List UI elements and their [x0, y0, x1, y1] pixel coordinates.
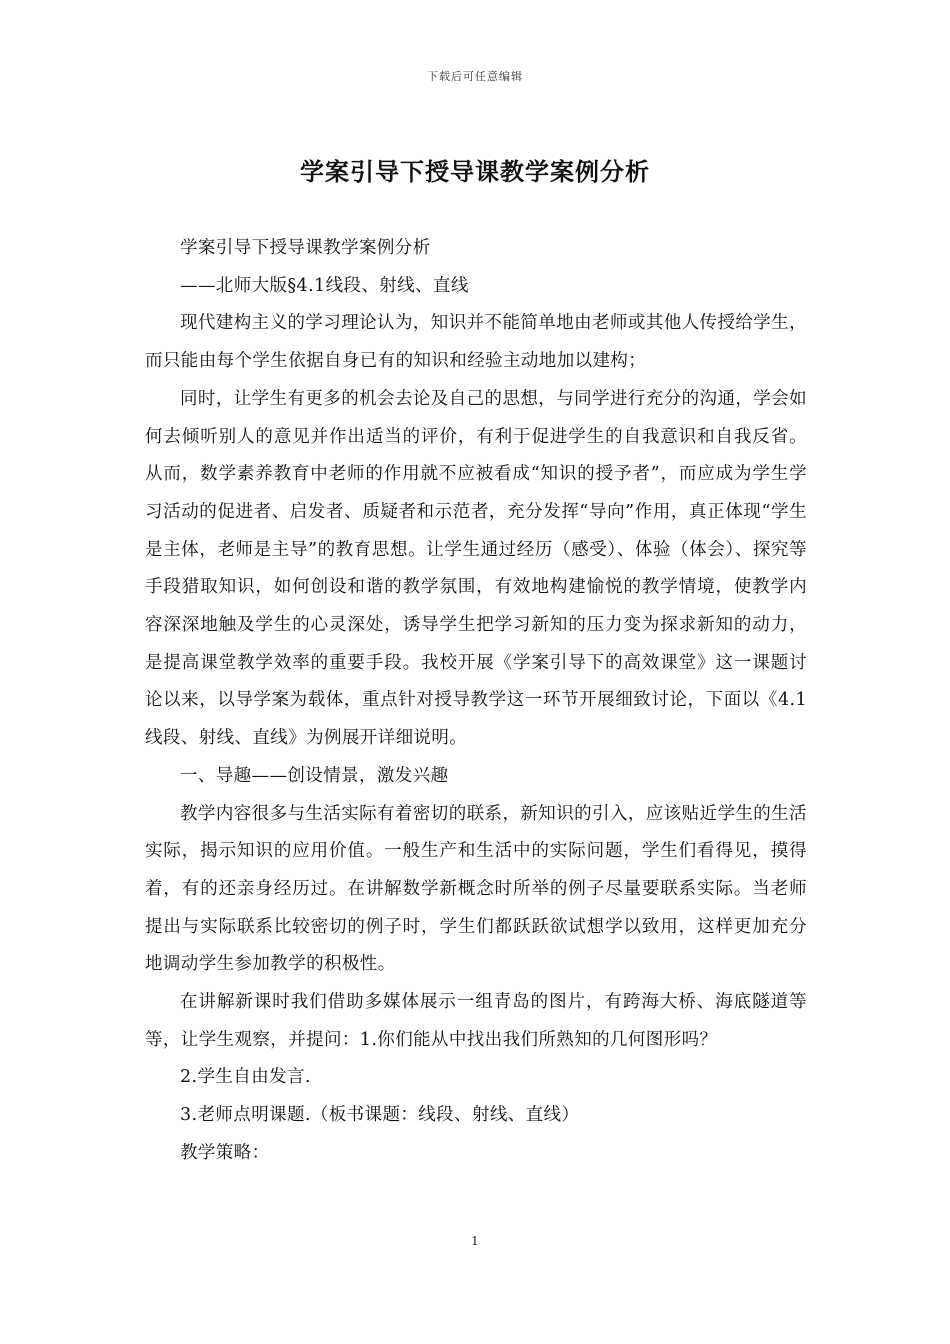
- section-heading-1: 一、导趣——创设情景，激发兴趣: [180, 765, 449, 786]
- paragraph-real-life: 教学内容很多与生活实际有着密切的联系，新知识的引入，应该贴近学生的生活实际，揭示知识的应用价值。一般生产和生活中的实际问题，学生们看得见，摸得着，有的还亲身经历过。在讲解数学新概念时所举的例子尽量要联系实际。当老师提出与实际联系比较密切的例子时，学生们都跃跃欲试想学以致用，这样更加充分地调动学生参加教学的积极性。: [145, 803, 807, 975]
- document-title: 学案引导下授导课教学案例分析: [300, 157, 650, 186]
- page-number: 1: [471, 1234, 479, 1248]
- paragraph-teacher-role: 同时，让学生有更多的机会去论及自己的思想，与同学进行充分的沟通，学会如何去倾听别人的意见并作出适当的评价，有利于促进学生的自我意识和自我反省。从而，数学素养教育中老师的作用就不应被看成“知识的授予者”，而应成为学生学习活动的促进者、启发者、质疑者和示范者，充分发挥“导向”作用，真正体现“学生是主体，老师是主导”的教育思想。让学生通过经历（感受）、体验（体会）、探究等手段猎取知识，如何创设和谐的教学氛围，有效地构建愉悦的教学情境，使教学内容深深地触及学生的心灵深处，诱导学生把学习新知的压力变为探求新知的动力，是提高课堂教学效率的重要手段。我校开展《学案引导下的高效课堂》这一课题讨论以来，以导学案为载体，重点针对授导教学这一环节开展细致讨论，下面以《4.1线段、射线、直线》为例展开详细说明。: [145, 388, 807, 749]
- paragraph-subtitle: 学案引导下授导课教学案例分析: [180, 238, 431, 258]
- paragraph-multimedia: 在讲解新课时我们借助多媒体展示一组青岛的图片，有跨海大桥、海底隧道等等，让学生观察，并提问：1.你们能从中找出我们所熟知的几何图形吗？: [145, 992, 807, 1050]
- paragraph-textbook-reference: ——北师大版§4.1线段、射线、直线: [180, 275, 469, 296]
- paragraph-teaching-strategy: 教学策略：: [180, 1142, 270, 1163]
- paragraph-constructivism: 现代建构主义的学习理论认为，知识并不能简单地由老师或其他人传授给学生，而只能由每个学生依据自身已有的知识和经验主动地加以建构；: [145, 313, 807, 372]
- paragraph-step-2: 2.学生自由发言.: [180, 1067, 311, 1088]
- paragraph-step-3: 3.老师点明课题.（板书课题：线段、射线、直线）: [180, 1105, 580, 1126]
- header-note: 下载后可任意编辑: [427, 70, 523, 83]
- document-body: [145, 230, 807, 1173]
